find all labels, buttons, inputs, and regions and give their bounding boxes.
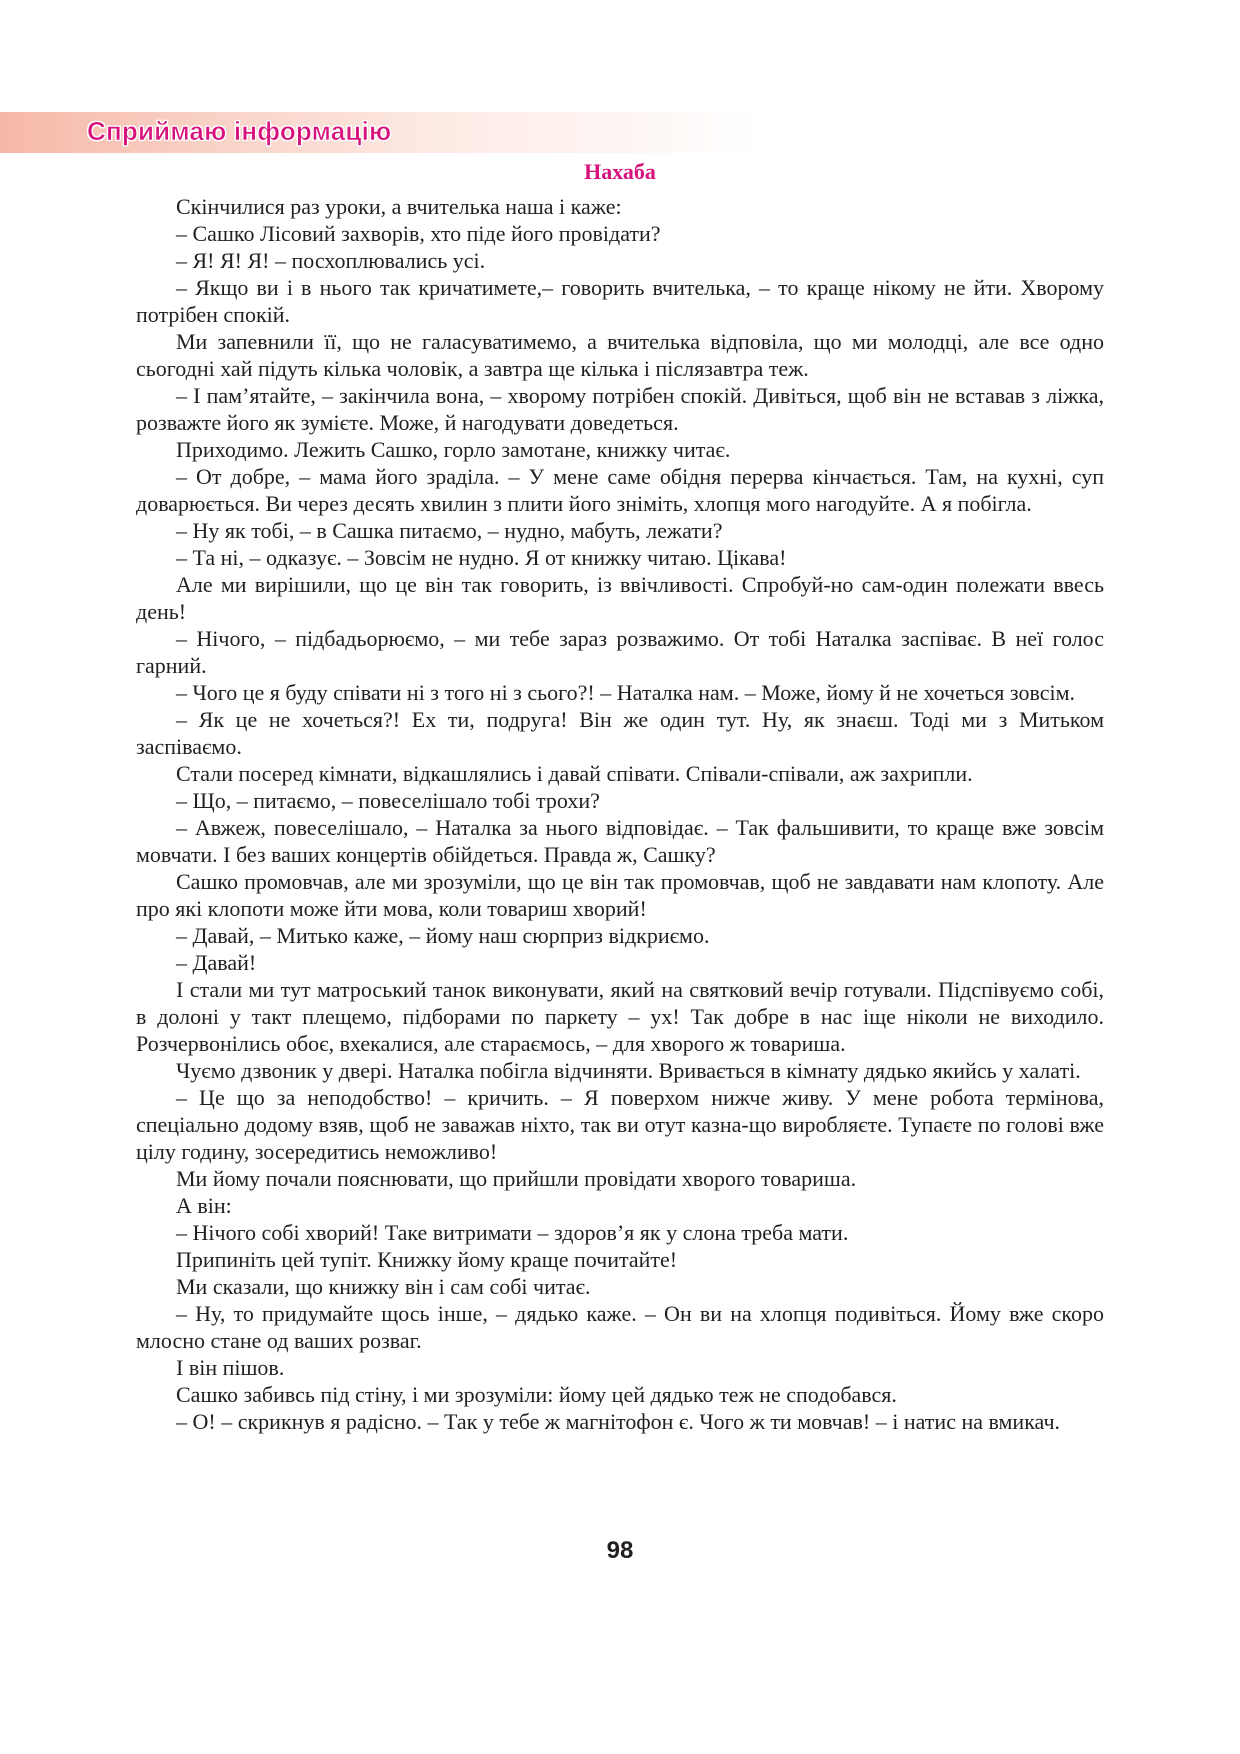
paragraph: Ми йому почали пояснювати, що прийшли провідати хворого товариша. (176, 1166, 857, 1191)
paragraph: – Авжеж, повеселішало, – Наталка за нього відповідає. – Так фальшивити, то краще вже зовсім мовчати. І без ваших концертів обійдеться. Правда ж, Сашку? (136, 815, 1104, 867)
section-title: Сприймаю інформацію (87, 116, 392, 146)
paragraph: Сашко забивсь під стіну, і ми зрозуміли: йому цей дядько теж не сподобався. (176, 1382, 897, 1407)
paragraph: – Нічого собі хворий! Таке витримати – здоров’я як у слона треба мати. (176, 1220, 849, 1245)
paragraph: – Та ні, – одказує. – Зовсім не нудно. Я от книжку читаю. Цікава! (176, 545, 787, 570)
paragraph: Ми сказали, що книжку він і сам собі читає. (176, 1274, 591, 1299)
paragraph: А він: (176, 1193, 232, 1218)
paragraph: Сашко промовчав, але ми зрозуміли, що це він так промовчав, щоб не завдавати нам клопоту. Але про які клопоти може йти мова, коли товариш хворий! (136, 869, 1104, 921)
paragraph: – Нічого, – підбадьорюємо, – ми тебе зараз розважимо. От тобі Наталка заспіває. В неї голос гарний. (136, 626, 1104, 678)
paragraph: – Я! Я! Я! – посхоплювались усі. (176, 248, 486, 273)
paragraph: – І пам’ятайте, – закінчила вона, – хворому потрібен спокій. Дивіться, щоб він не вставав з ліжка, розважте його як зумієте. Може, й нагодувати доведеться. (136, 383, 1104, 435)
paragraph: І стали ми тут матроський танок виконувати, який на святковий вечір готували. Підспівуємо собі, в долоні у такт плещемо, підборами по паркету – ух! Так добре в нас іще ніколи не виходило. Розчервонілись обоє, вхекалися, але стараємось, – для хворого ж товариша. (136, 977, 1104, 1056)
paragraph: Стали посеред кімнати, відкашлялись і давай співати. Співали-співали, аж захрипли. (176, 761, 973, 786)
paragraph: – Сашко Лісовий захворів, хто піде його провідати? (176, 221, 661, 246)
paragraph: – От добре, – мама його зраділа. – У мене саме обідня перерва кінчається. Там, на кухні, суп доварюється. Ви через десять хвилин з плити його зніміть, хлопця мого нагодуйте. А я побігла. (136, 464, 1104, 516)
paragraph: Скінчилися раз уроки, а вчителька наша і каже: (176, 194, 622, 219)
paragraph: – Ну як тобі, – в Сашка питаємо, – нудно, мабуть, лежати? (176, 518, 723, 543)
paragraph: – Давай, – Митько каже, – йому наш сюрприз відкриємо. (176, 923, 710, 948)
paragraph: Приходимо. Лежить Сашко, горло замотане, книжку читає. (176, 437, 731, 462)
paragraph: Чуємо дзвоник у двері. Наталка побігла відчиняти. Вривається в кімнату дядько якийсь у халаті. (176, 1058, 1081, 1083)
paragraph: Припиніть цей тупіт. Книжку йому краще почитайте! (176, 1247, 678, 1272)
paragraph: Ми запевнили її, що не галасуватимемо, а вчителька відповіла, що ми молодці, але все одно сьогодні хай підуть кілька чоловік, а завтра ще кілька і післязавтра теж. (136, 329, 1104, 381)
paragraph: – Що, – питаємо, – повеселішало тобі трохи? (176, 788, 600, 813)
paragraph: – Чого це я буду співати ні з того ні з сього?! – Наталка нам. – Може, йому й не хочеться зовсім. (176, 680, 1076, 705)
paragraph: – Якщо ви і в нього так кричатимете,– говорить вчителька, – то краще нікому не йти. Хворому потрібен спокій. (136, 275, 1104, 327)
paragraph: – Як це не хочеться?! Ех ти, подруга! Він же один тут. Ну, як знаєш. Тоді ми з Митьком заспіваємо. (136, 707, 1104, 759)
page-number: 98 (606, 1537, 634, 1564)
paragraph: Але ми вирішили, що це він так говорить, із ввічливості. Спробуй-но сам-один полежати ввесь день! (136, 572, 1104, 624)
story-title: Нахаба (584, 159, 656, 184)
paragraph: І він пішов. (176, 1355, 285, 1380)
story-text (136, 193, 1104, 1435)
paragraph: – О! – скрикнув я радісно. – Так у тебе ж магнітофон є. Чого ж ти мовчав! – і натис на вмикач. (176, 1409, 1061, 1434)
paragraph: – Ну, то придумайте щось інше, – дядько каже. – Он ви на хлопця подивіться. Йому вже скоро млосно стане од ваших розваг. (136, 1301, 1104, 1353)
paragraph: – Це що за неподобство! – кричить. – Я поверхом нижче живу. У мене робота термінова, спеціально додому взяв, щоб не заважав ніхто, так ви отут казна-що виробляєте. Тупаєте по голові вже цілу годину, зосередитись неможливо! (136, 1085, 1104, 1164)
paragraph: – Давай! (176, 950, 257, 975)
